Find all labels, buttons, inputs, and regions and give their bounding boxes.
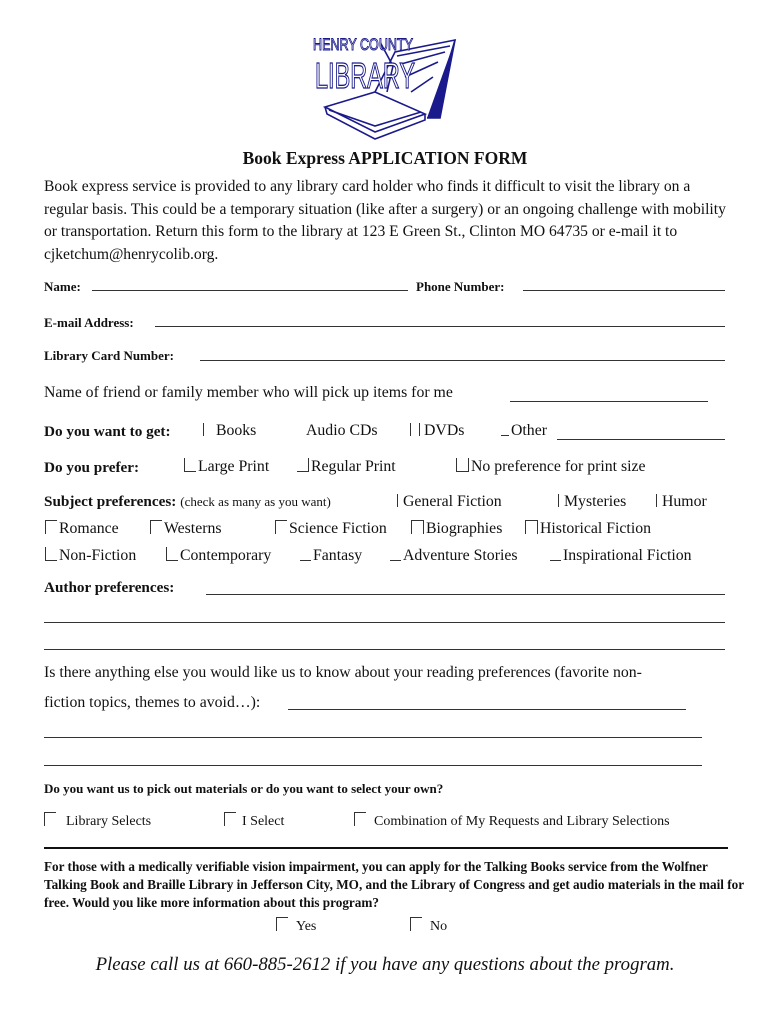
email-field[interactable] (155, 326, 725, 327)
checkbox[interactable] (44, 812, 56, 826)
author-preferences-line-3[interactable] (44, 649, 725, 650)
checkbox[interactable] (150, 520, 162, 534)
selection-combination[interactable]: Combination of My Requests and Library Selections (354, 812, 670, 830)
svg-text:LIBRARY: LIBRARY (315, 55, 415, 96)
vision-option-no[interactable]: No (410, 917, 447, 935)
checkbox[interactable] (656, 494, 660, 507)
vision-option-yes[interactable]: Yes (276, 917, 316, 935)
checkbox[interactable] (558, 494, 562, 507)
other-prefs-label-1: Is there anything else you would like us to know about your reading preferences (favorite non- (44, 664, 642, 681)
phone-label: Phone Number: (416, 279, 505, 294)
checkbox[interactable] (410, 423, 417, 436)
card-number-field[interactable] (200, 360, 725, 361)
author-preferences-field[interactable] (206, 594, 725, 595)
checkbox[interactable] (411, 520, 424, 534)
phone-field[interactable] (523, 290, 725, 291)
get-option-other[interactable]: Other (501, 422, 547, 440)
checkbox[interactable] (397, 494, 401, 507)
subject-adventure-stories[interactable]: Adventure Stories (390, 547, 518, 565)
subject-inspirational-fiction[interactable]: Inspirational Fiction (550, 547, 692, 565)
subject-non-fiction[interactable]: Non-Fiction (45, 547, 136, 565)
checkbox[interactable] (45, 520, 57, 534)
checkbox[interactable] (390, 547, 401, 561)
email-label: E-mail Address: (44, 315, 134, 330)
open-book-icon (305, 22, 465, 142)
svg-text:HENRY COUNTY: HENRY COUNTY (313, 35, 413, 54)
get-option-audio-cds[interactable]: Audio CDs (306, 422, 378, 439)
subjects-hint: (check as many as you want) (180, 494, 331, 509)
prefer-label: Do you prefer: (44, 459, 140, 476)
prefer-option-regular-print[interactable]: Regular Print (297, 458, 396, 476)
checkbox[interactable] (410, 917, 422, 931)
subject-contemporary[interactable]: Contemporary (166, 547, 271, 565)
get-option-dvds[interactable]: DVDs (410, 422, 464, 440)
other-field[interactable] (557, 439, 725, 440)
talking-books-info: For those with a medically verifiable vision impairment, you can apply for the Talking Books service from the Wolfner Talking Book and Braille Library in Jefferson City, MO, and the Library of Congress and get audio materials in the mail for free. Would you like more information about this program? (44, 859, 744, 910)
checkbox[interactable] (501, 422, 509, 436)
name-label: Name: (44, 279, 81, 294)
checkbox[interactable] (300, 547, 311, 561)
checkbox[interactable] (203, 423, 210, 436)
author-preferences-label: Author preferences: (44, 579, 175, 596)
contact-footer: Please call us at 660-885-2612 if you have any questions about the program. (95, 954, 675, 975)
get-option-books[interactable]: Books (203, 422, 256, 440)
checkbox[interactable] (224, 812, 236, 826)
subject-westerns[interactable]: Westerns (150, 520, 222, 538)
other-prefs-line-3[interactable] (44, 765, 702, 766)
subject-general-fiction[interactable]: General Fiction (397, 493, 502, 511)
checkbox[interactable] (166, 547, 178, 561)
checkbox[interactable] (184, 458, 196, 472)
subject-historical-fiction[interactable]: Historical Fiction (525, 520, 651, 538)
other-prefs-field[interactable] (288, 709, 686, 710)
author-preferences-line-2[interactable] (44, 622, 725, 623)
subject-fantasy[interactable]: Fantasy (300, 547, 362, 565)
section-divider (44, 847, 728, 849)
get-label: Do you want to get: (44, 423, 171, 440)
library-logo (305, 22, 465, 142)
checkbox[interactable] (456, 458, 469, 472)
subject-mysteries[interactable]: Mysteries (558, 493, 626, 511)
name-field[interactable] (92, 290, 408, 291)
subject-biographies[interactable]: Biographies (411, 520, 502, 538)
other-prefs-line-2[interactable] (44, 737, 702, 738)
pickup-field[interactable] (510, 401, 708, 402)
selection-library-selects[interactable]: Library Selects (44, 812, 151, 830)
checkbox[interactable] (354, 812, 366, 826)
checkbox[interactable] (525, 520, 538, 534)
checkbox (419, 423, 422, 436)
intro-paragraph: Book express service is provided to any library card holder who finds it difficult to visit the library on a regular basis. This could be a temporary situation (like after a surgery) or an ongoing challenge with mobility or transportation. Return this form to the library at 123 E Green St., Clinton MO 64735 or e-mail it to cjketchum@henrycolib.org. (44, 178, 726, 263)
other-prefs-label-2: fiction topics, themes to avoid…): (44, 694, 261, 711)
checkbox[interactable] (276, 917, 288, 931)
selection-question: Do you want us to pick out materials or do you want to select your own? (44, 781, 444, 796)
checkbox[interactable] (550, 547, 561, 561)
selection-i-select[interactable]: I Select (224, 812, 284, 830)
subject-science-fiction[interactable]: Science Fiction (275, 520, 387, 538)
prefer-option-no-preference[interactable]: No preference for print size (456, 458, 646, 476)
subject-romance[interactable]: Romance (45, 520, 119, 538)
subject-humor[interactable]: Humor (656, 493, 707, 511)
prefer-option-large-print[interactable]: Large Print (184, 458, 269, 476)
subjects-heading (44, 493, 331, 511)
checkbox[interactable] (297, 458, 309, 472)
subjects-label: Subject preferences: (44, 493, 177, 510)
checkbox[interactable] (275, 520, 287, 534)
checkbox[interactable] (45, 547, 57, 561)
card-number-label: Library Card Number: (44, 348, 174, 363)
pickup-label: Name of friend or family member who will pick up items for me (44, 384, 453, 401)
form-title: Book Express APPLICATION FORM (242, 148, 528, 168)
